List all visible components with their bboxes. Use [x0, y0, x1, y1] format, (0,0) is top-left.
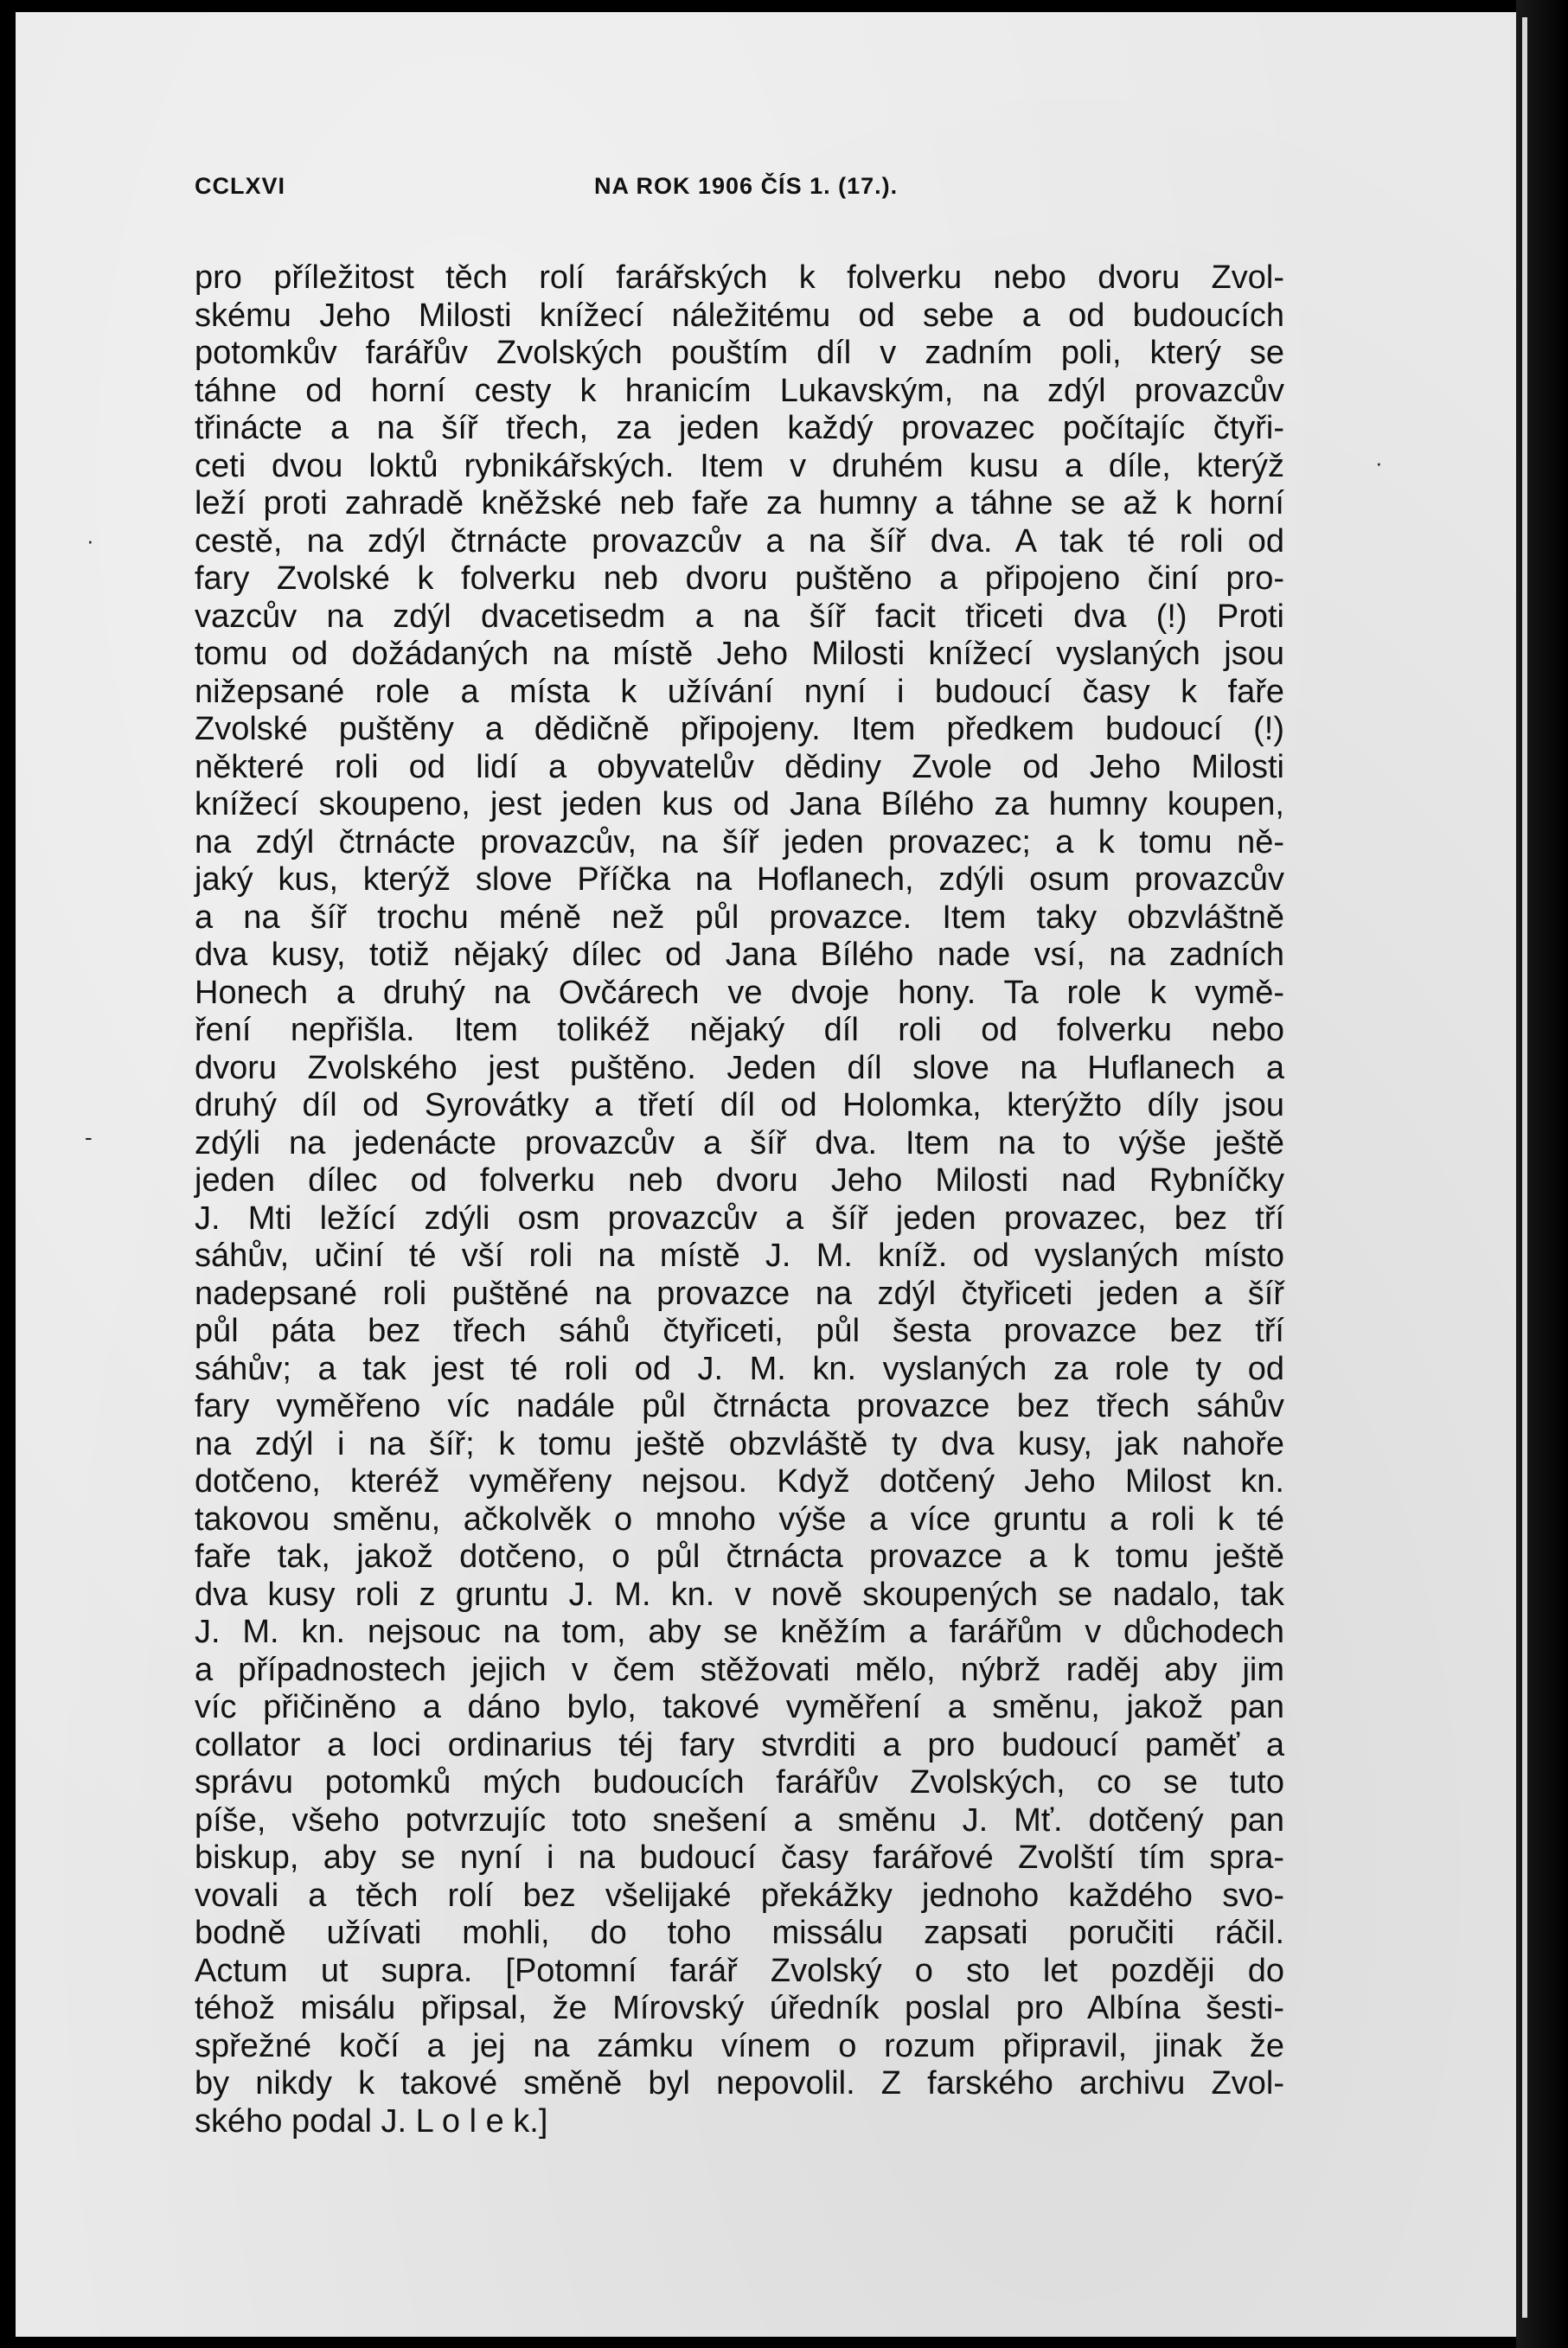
text-line: biskup, aby se nyní i na budoucí časy farářové Zvolští tím spra- — [195, 1839, 1284, 1876]
text-line: a na šíř trochu méně než půl provazce. Item taky obzvláštně — [195, 899, 1284, 936]
text-line: sáhův, učiní té vší roli na místě J. M. kníž. od vyslaných místo — [195, 1238, 1284, 1274]
margin-mark: · — [1375, 450, 1383, 476]
text-line: ření nepřišla. Item tolikéž nějaký díl roli od folverku nebo — [195, 1012, 1284, 1048]
body-text — [195, 259, 1284, 2140]
text-line: na zdýl čtrnácte provazcův, na šíř jeden provazec; a k tomu ně- — [195, 823, 1284, 861]
text-line: druhý díl od Syrovátky a třetí díl od Holomka, kterýžto díly jsou — [195, 1087, 1284, 1123]
text-line: Zvolské puštěny a dědičně připojeny. Item předkem budoucí (!) — [195, 711, 1284, 747]
text-line: sáhův; a tak jest té roli od J. M. kn. vyslaných za role ty od — [195, 1350, 1284, 1387]
text-line: vazcův na zdýl dvacetisedm a na šíř facit třiceti dva (!) Proti — [195, 598, 1284, 635]
text-line: pro příležitost těch rolí farářských k folverku nebo dvoru Zvol- — [195, 259, 1284, 296]
text-line: knížecí skoupeno, jest jeden kus od Jana Bílého za humny koupen, — [195, 786, 1284, 822]
running-header — [195, 173, 1388, 208]
text-line: a případnostech jejich v čem stěžovati mělo, nýbrž raděj aby jim — [195, 1651, 1284, 1688]
text-line: dva kusy, totiž nějaký dílec od Jana Bílého nade vsí, na zadních — [195, 937, 1284, 973]
text-line: půl páta bez třech sáhů čtyřiceti, půl šesta provazce bez tří — [195, 1313, 1284, 1349]
text-line: třinácte a na šíř třech, za jeden každý provazec počítajíc čtyři- — [195, 410, 1284, 446]
text-line: fary vyměřeno víc nadále půl čtrnácta provazce bez třech sáhův — [195, 1388, 1284, 1424]
text-line: nižepsané role a místa k užívání nyní i budoucí časy k faře — [195, 673, 1284, 710]
text-line: vovali a těch rolí bez všelijaké překážky jednoho každého svo- — [195, 1877, 1284, 1914]
text-line: by nikdy k takové směně byl nepovolil. Z farského archivu Zvol- — [195, 2065, 1284, 2102]
text-line: potomkův farářův Zvolských pouštím díl v zadním poli, který se — [195, 335, 1284, 371]
text-line: bodně užívati mohli, do toho missálu zapsati poručiti ráčil. — [195, 1915, 1284, 1951]
margin-mark: · — [86, 528, 94, 553]
text-line: skému Jeho Milosti knížecí náležitému od sebe a od budoucích — [195, 297, 1284, 334]
text-line: cestě, na zdýl čtrnácte provazcův a na šíř dva. A tak té roli od — [195, 522, 1284, 560]
text-line: faře tak, jakož dotčeno, o půl čtrnácta provazce a k tomu ještě — [195, 1539, 1284, 1575]
text-line: jaký kus, kterýž slove Příčka na Hoflanech, zdýli osum provazcův — [195, 861, 1284, 898]
text-line: takovou směnu, ačkolvěk o mnoho výše a více gruntu a roli k té — [195, 1500, 1284, 1538]
text-line: správu potomků mých budoucích farářův Zvolských, co se tuto — [195, 1764, 1284, 1801]
text-line: ského podal J. L o l e k.] — [195, 2102, 548, 2140]
margin-mark: - — [85, 1124, 93, 1150]
page-edge-line — [1522, 17, 1527, 2318]
text-line: píše, všeho potvrzujíc toto snešení a směnu J. Mť. dotčený pan — [195, 1801, 1284, 1839]
text-line: zdýli na jedenácte provazcův a šíř dva. Item na to výše ještě — [195, 1124, 1284, 1161]
text-line: Honech a druhý na Ovčárech ve dvoje hony. Ta role k vymě- — [195, 974, 1284, 1011]
text-line: na zdýl i na šíř; k tomu ještě obzvláště ty dva kusy, jak nahoře — [195, 1425, 1284, 1462]
text-line: Actum ut supra. [Potomní farář Zvolský o sto let později do — [195, 1952, 1284, 1989]
page-number-roman: CCLXVI — [195, 173, 286, 199]
text-line: táhne od horní cesty k hranicím Lukavským, na zdýl provazcův — [195, 372, 1284, 409]
text-line: tomu od dožádaných na místě Jeho Milosti knížecí vyslaných jsou — [195, 636, 1284, 672]
text-line: dotčeno, kteréž vyměřeny nejsou. Když dotčený Jeho Milost kn. — [195, 1463, 1284, 1500]
text-line: jeden dílec od folverku neb dvoru Jeho Milosti nad Rybníčky — [195, 1162, 1284, 1199]
text-line: spřežné kočí a jej na zámku vínem o rozum připravil, jinak že — [195, 2027, 1284, 2064]
text-line: téhož misálu připsal, že Mírovský úředník poslal pro Albína šesti- — [195, 1990, 1284, 2026]
text-line: nadepsané roli puštěné na provazce na zdýl čtyřiceti jeden a šíř — [195, 1275, 1284, 1312]
volume-issue-title: NA ROK 1906 ČÍS 1. (17.). — [594, 173, 899, 199]
text-line: collator a loci ordinarius téj fary stvrditi a pro budoucí paměť a — [195, 1726, 1284, 1763]
text-line: J. M. kn. nejsouc na tom, aby se kněžím a farářům v důchodech — [195, 1614, 1284, 1650]
text-line: dvoru Zvolského jest puštěno. Jeden díl slove na Huflanech a — [195, 1049, 1284, 1086]
text-line: víc přičiněno a dáno bylo, takové vyměření a směnu, jakož pan — [195, 1689, 1284, 1725]
text-line: ceti dvou loktů rybnikářských. Item v druhém kusu a díle, kterýž — [195, 447, 1284, 484]
text-line: dva kusy roli z gruntu J. M. kn. v nově skoupených se nadalo, tak — [195, 1576, 1284, 1613]
text-line: leží proti zahradě kněžské neb faře za humny a táhne se až k horní — [195, 485, 1284, 521]
text-line: fary Zvolské k folverku neb dvoru puštěno a připojeno činí pro- — [195, 560, 1284, 597]
text-line: J. Mti ležící zdýli osm provazcův a šíř jeden provazec, bez tří — [195, 1200, 1284, 1237]
text-line: některé roli od lidí a obyvatelův dědiny Zvole od Jeho Milosti — [195, 748, 1284, 785]
